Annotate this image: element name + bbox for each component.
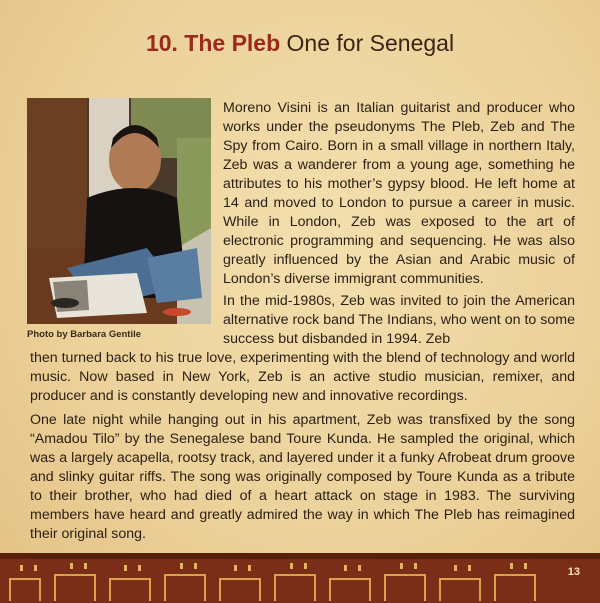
page-title [0, 28, 600, 58]
decorative-border [0, 553, 600, 603]
article-paragraph-1: Moreno Visini is an Italian guitarist and producer who works under the pseudonyms The Pleb, Zeb and The Spy from Cairo. Born in a small village in northern Italy, Zeb was a wanderer from a young age, something he attributes to his mother’s gypsy blood. He left home at 14 and moved to London to pursue a career in music. While in London, Zeb was exposed to the art of electronic programming and sequencing. He was also greatly influenced by the Asian and Arabic music of London’s diverse immigrant communities. [223, 100, 575, 287]
artist-photo-illustration [27, 98, 211, 324]
song-title: One for Senegal [286, 30, 455, 56]
article-paragraph-2-part-1: In the mid-1980s, Zeb was invited to join the American alternative rock band The Indians, who went on to some success but disbanded in 1994. Zeb [223, 293, 575, 347]
artist-photo [27, 98, 211, 324]
article-paragraph-3: One late night while hanging out in his apartment, Zeb was transfixed by the song “Amadou Tilo” by the Senegalese band Toure Kunda. He sampled the original, which was a largely acapella, rootsy track, and layered under it a funky Afrobeat drum groove and slinky guitar riffs. The song was originally composed by Toure Kunda as a tribute to their brother, who had died of a heart attack on stage in 1983. The surviving members have heard and greatly admired the way in which The Pleb has reimagined their original song. [30, 412, 575, 542]
tribal-pattern-graphic [0, 553, 600, 603]
photo-caption: Photo by Barbara Gentile [27, 329, 142, 340]
track-artist-heading: 10. The Pleb [145, 30, 281, 56]
article-paragraph-2-part-2: then turned back to his true love, experimenting with the blend of technology and world music. Now based in New York, Zeb is an active studio musician, remixer, and producer and is constantly developing new and innovative recordings. [30, 350, 575, 404]
page-number: 13 [567, 566, 580, 578]
